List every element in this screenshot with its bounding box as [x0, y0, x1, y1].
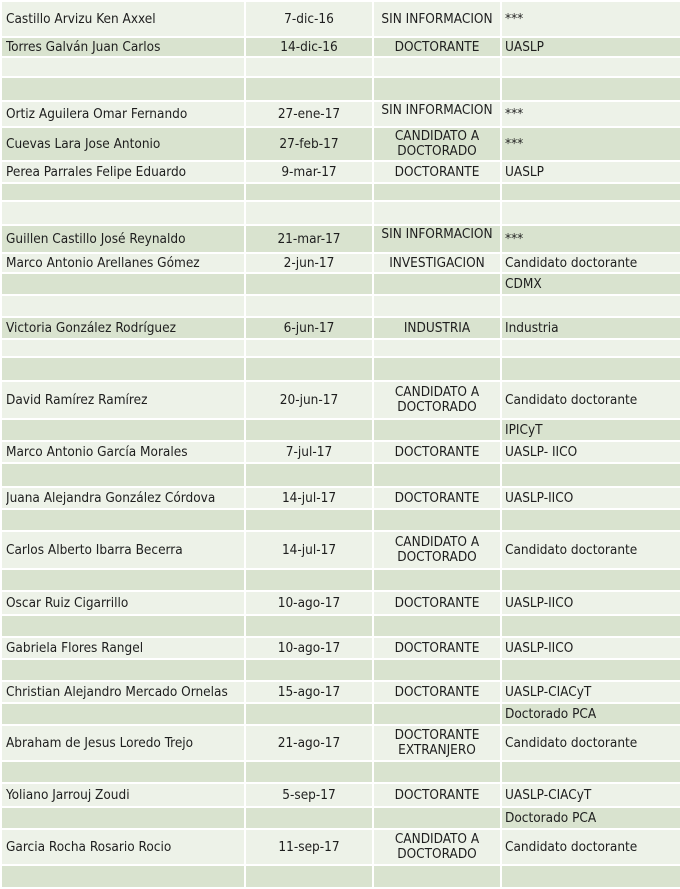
date-cell [245, 357, 373, 381]
name-cell [1, 487, 245, 509]
status-cell-text: DOCTORANTE [394, 444, 480, 460]
date-cell [245, 807, 373, 829]
name-cell [1, 1, 245, 37]
table-row [1, 637, 680, 659]
institution-cell [501, 161, 680, 183]
date-cell [245, 591, 373, 615]
status-cell [373, 487, 501, 509]
table-row [1, 339, 680, 357]
name-cell [1, 441, 245, 463]
date-cell-text: 7-dic-16 [284, 11, 334, 27]
name-cell [1, 381, 245, 419]
status-cell-text: SIN INFORMACION [381, 103, 493, 118]
institution-cell [501, 509, 680, 531]
table-row [1, 783, 680, 807]
date-cell-text: 14-dic-16 [280, 39, 338, 55]
date-cell-text: 27-ene-17 [277, 106, 341, 122]
table-row [1, 183, 680, 201]
institution-cell [501, 487, 680, 509]
status-cell [373, 569, 501, 591]
institution-cell-text: UASLP-CIACyT [505, 684, 592, 700]
date-cell [245, 225, 373, 253]
institution-cell [501, 381, 680, 419]
institution-cell [501, 441, 680, 463]
institution-cell [501, 101, 680, 127]
status-cell [373, 783, 501, 807]
status-cell [373, 357, 501, 381]
status-cell [373, 57, 501, 77]
institution-cell [501, 295, 680, 317]
date-cell [245, 253, 373, 273]
status-cell-text: DOCTORANTE EXTRANJERO [394, 728, 480, 758]
status-cell [373, 637, 501, 659]
institution-cell [501, 317, 680, 339]
status-cell [373, 829, 501, 865]
date-cell [245, 101, 373, 127]
table-row [1, 295, 680, 317]
status-cell-text: DOCTORANTE [394, 490, 480, 506]
name-cell [1, 57, 245, 77]
name-cell-text: Gabriela Flores Rangel [6, 640, 144, 656]
date-cell [245, 339, 373, 357]
name-cell-text: Marco Antonio Arellanes Gómez [6, 255, 200, 271]
institution-cell [501, 419, 680, 441]
institution-cell [501, 253, 680, 273]
table-row [1, 487, 680, 509]
status-cell [373, 659, 501, 681]
name-cell-text: Cuevas Lara Jose Antonio [6, 136, 161, 152]
date-cell-text: 20-jun-17 [279, 392, 339, 408]
name-cell [1, 77, 245, 101]
date-cell [245, 381, 373, 419]
table-row [1, 681, 680, 703]
table-row [1, 509, 680, 531]
institution-cell-text: *** [505, 106, 524, 122]
date-cell-text: 11-sep-17 [278, 839, 340, 855]
name-cell-text: Abraham de Jesus Loredo Trejo [6, 735, 194, 751]
institution-cell [501, 865, 680, 888]
name-cell [1, 37, 245, 57]
name-cell-text: David Ramírez Ramírez [6, 392, 148, 408]
institution-cell [501, 569, 680, 591]
date-cell [245, 681, 373, 703]
date-cell-text: 6-jun-17 [283, 320, 335, 336]
name-cell [1, 865, 245, 888]
name-cell-text: Victoria González Rodríguez [6, 320, 176, 336]
institution-cell [501, 615, 680, 637]
status-cell [373, 509, 501, 531]
name-cell [1, 225, 245, 253]
date-cell [245, 37, 373, 57]
institution-cell-text: *** [505, 136, 524, 152]
table-row [1, 77, 680, 101]
status-cell [373, 253, 501, 273]
name-cell-text: Torres Galván Juan Carlos [6, 39, 161, 55]
name-cell [1, 509, 245, 531]
date-cell [245, 509, 373, 531]
table-row [1, 591, 680, 615]
date-cell [245, 783, 373, 807]
name-cell-text: Oscar Ruiz Cigarrillo [6, 595, 129, 611]
institution-cell-text: UASLP [505, 39, 544, 55]
institution-cell-text: Candidato doctorante [505, 255, 638, 271]
name-cell-text: Guillen Castillo José Reynaldo [6, 231, 186, 247]
name-cell-text: Christian Alejandro Mercado Ornelas [6, 684, 228, 700]
date-cell-text: 5-sep-17 [282, 787, 336, 803]
name-cell-text: Juana Alejandra González Córdova [6, 490, 216, 506]
status-cell [373, 273, 501, 295]
date-cell-text: 15-ago-17 [277, 684, 341, 700]
institution-cell [501, 591, 680, 615]
date-cell-text: 21-ago-17 [277, 735, 341, 751]
table-row [1, 357, 680, 381]
institution-cell [501, 531, 680, 569]
status-cell [373, 161, 501, 183]
institution-cell-text: UASLP-IICO [505, 640, 574, 656]
name-cell [1, 659, 245, 681]
status-cell [373, 441, 501, 463]
name-cell [1, 615, 245, 637]
date-cell-text: 9-mar-17 [281, 164, 337, 180]
status-cell [373, 381, 501, 419]
date-cell-text: 21-mar-17 [277, 231, 341, 247]
institution-cell [501, 273, 680, 295]
institution-cell-text: Candidato doctorante [505, 735, 638, 751]
institution-cell [501, 225, 680, 253]
date-cell [245, 569, 373, 591]
status-cell-text: DOCTORANTE [394, 39, 480, 55]
date-cell [245, 487, 373, 509]
status-cell [373, 615, 501, 637]
status-cell [373, 37, 501, 57]
name-cell [1, 783, 245, 807]
date-cell [245, 161, 373, 183]
table-row [1, 253, 680, 273]
date-cell [245, 183, 373, 201]
name-cell [1, 101, 245, 127]
table-row [1, 703, 680, 725]
institution-cell [501, 783, 680, 807]
name-cell [1, 703, 245, 725]
name-cell [1, 161, 245, 183]
institution-cell [501, 1, 680, 37]
institution-cell [501, 829, 680, 865]
status-cell [373, 225, 501, 253]
name-cell [1, 681, 245, 703]
status-cell-text: CANDIDATO A DOCTORADO [394, 385, 480, 415]
table-row [1, 531, 680, 569]
name-cell [1, 295, 245, 317]
table-row [1, 419, 680, 441]
table-row [1, 225, 680, 253]
date-cell-text: 2-jun-17 [283, 255, 335, 271]
status-cell [373, 463, 501, 487]
institution-cell [501, 725, 680, 761]
date-cell-text: 7-jul-17 [285, 444, 333, 460]
status-cell [373, 681, 501, 703]
institution-cell [501, 339, 680, 357]
status-cell [373, 761, 501, 783]
table-row [1, 761, 680, 783]
institution-cell [501, 659, 680, 681]
status-cell [373, 201, 501, 225]
status-cell [373, 127, 501, 161]
name-cell-text: Marco Antonio García Morales [6, 444, 188, 460]
status-cell-text: INVESTIGACION [389, 255, 485, 271]
name-cell-text: Ortiz Aguilera Omar Fernando [6, 106, 188, 122]
name-cell [1, 127, 245, 161]
status-cell [373, 703, 501, 725]
name-cell [1, 807, 245, 829]
date-cell [245, 57, 373, 77]
date-cell [245, 531, 373, 569]
name-cell-text: Carlos Alberto Ibarra Becerra [6, 542, 183, 558]
institution-cell [501, 463, 680, 487]
name-cell [1, 637, 245, 659]
date-cell [245, 725, 373, 761]
table-row [1, 1, 680, 37]
table-row [1, 615, 680, 637]
institution-cell-text: UASLP-CIACyT [505, 787, 592, 803]
date-cell [245, 615, 373, 637]
status-cell-text: DOCTORANTE [394, 595, 480, 611]
name-cell-text: Yoliano Jarrouj Zoudi [6, 787, 130, 803]
table-row [1, 659, 680, 681]
name-cell [1, 531, 245, 569]
date-cell-text: 14-jul-17 [281, 542, 337, 558]
name-cell [1, 183, 245, 201]
institution-cell [501, 703, 680, 725]
institution-cell-text: Candidato doctorante [505, 542, 638, 558]
institution-cell-text: *** [505, 11, 524, 27]
name-cell [1, 463, 245, 487]
institution-cell-text: IPICyT [505, 422, 543, 438]
status-cell [373, 101, 501, 127]
name-cell [1, 591, 245, 615]
status-cell-text: DOCTORANTE [394, 164, 480, 180]
institution-cell-text: Doctorado PCA [505, 810, 597, 826]
name-cell [1, 761, 245, 783]
table-row [1, 569, 680, 591]
table-row [1, 807, 680, 829]
status-cell [373, 591, 501, 615]
date-cell [245, 419, 373, 441]
date-cell [245, 703, 373, 725]
name-cell-text: Garcia Rocha Rosario Rocio [6, 839, 172, 855]
status-cell-text: INDUSTRIA [403, 320, 471, 336]
date-cell [245, 463, 373, 487]
table-row [1, 865, 680, 888]
date-cell [245, 295, 373, 317]
status-cell-text: DOCTORANTE [394, 684, 480, 700]
table-row [1, 725, 680, 761]
name-cell [1, 253, 245, 273]
status-cell [373, 807, 501, 829]
date-cell-text: 10-ago-17 [277, 595, 341, 611]
institution-cell [501, 201, 680, 225]
date-cell [245, 865, 373, 888]
institution-cell-text: Candidato doctorante [505, 839, 638, 855]
institution-cell [501, 807, 680, 829]
date-cell [245, 77, 373, 101]
institution-cell-text: UASLP [505, 164, 544, 180]
status-cell [373, 1, 501, 37]
date-cell-text: 10-ago-17 [277, 640, 341, 656]
status-cell-text: SIN INFORMACION [381, 11, 493, 27]
status-cell [373, 317, 501, 339]
table-row [1, 381, 680, 419]
table-row [1, 101, 680, 127]
institution-cell [501, 37, 680, 57]
name-cell [1, 419, 245, 441]
institution-cell [501, 637, 680, 659]
status-cell [373, 531, 501, 569]
status-cell-text: CANDIDATO A DOCTORADO [394, 129, 480, 159]
table-row [1, 57, 680, 77]
date-cell [245, 441, 373, 463]
table-row [1, 317, 680, 339]
status-cell [373, 295, 501, 317]
status-cell [373, 419, 501, 441]
name-cell [1, 339, 245, 357]
name-cell [1, 317, 245, 339]
table-row [1, 201, 680, 225]
name-cell [1, 273, 245, 295]
status-cell-text: DOCTORANTE [394, 640, 480, 656]
institution-cell-text: Doctorado PCA [505, 706, 597, 722]
date-cell-text: 27-feb-17 [279, 136, 339, 152]
institution-cell-text: *** [505, 231, 524, 247]
table-row [1, 273, 680, 295]
institution-cell-text: UASLP- IICO [505, 444, 578, 460]
institution-cell-text: CDMX [505, 276, 542, 292]
institution-cell [501, 761, 680, 783]
name-cell [1, 725, 245, 761]
date-cell [245, 637, 373, 659]
status-cell [373, 865, 501, 888]
name-cell-text: Castillo Arvizu Ken Axxel [6, 11, 156, 27]
status-cell-text: SIN INFORMACION [381, 227, 493, 242]
status-cell-text: CANDIDATO A DOCTORADO [394, 832, 480, 862]
institution-cell [501, 357, 680, 381]
date-cell [245, 1, 373, 37]
date-cell [245, 659, 373, 681]
status-cell [373, 339, 501, 357]
institution-cell-text: UASLP-IICO [505, 490, 574, 506]
table-row [1, 463, 680, 487]
date-cell [245, 761, 373, 783]
institution-cell-text: Candidato doctorante [505, 392, 638, 408]
institution-cell [501, 127, 680, 161]
date-cell [245, 273, 373, 295]
table-row [1, 37, 680, 57]
institution-cell-text: Industria [505, 320, 559, 336]
institution-cell [501, 77, 680, 101]
status-cell [373, 77, 501, 101]
status-cell [373, 725, 501, 761]
institution-cell-text: UASLP-IICO [505, 595, 574, 611]
date-cell [245, 201, 373, 225]
institution-cell [501, 681, 680, 703]
date-cell [245, 127, 373, 161]
table-row [1, 441, 680, 463]
table-row [1, 829, 680, 865]
date-cell [245, 317, 373, 339]
status-cell [373, 183, 501, 201]
institution-cell [501, 183, 680, 201]
name-cell [1, 357, 245, 381]
date-cell-text: 14-jul-17 [281, 490, 337, 506]
status-cell-text: CANDIDATO A DOCTORADO [394, 535, 480, 565]
table-row [1, 161, 680, 183]
date-cell [245, 829, 373, 865]
name-cell [1, 829, 245, 865]
name-cell-text: Perea Parrales Felipe Eduardo [6, 164, 187, 180]
status-cell-text: DOCTORANTE [394, 787, 480, 803]
name-cell [1, 201, 245, 225]
institution-cell [501, 57, 680, 77]
table-row [1, 127, 680, 161]
name-cell [1, 569, 245, 591]
